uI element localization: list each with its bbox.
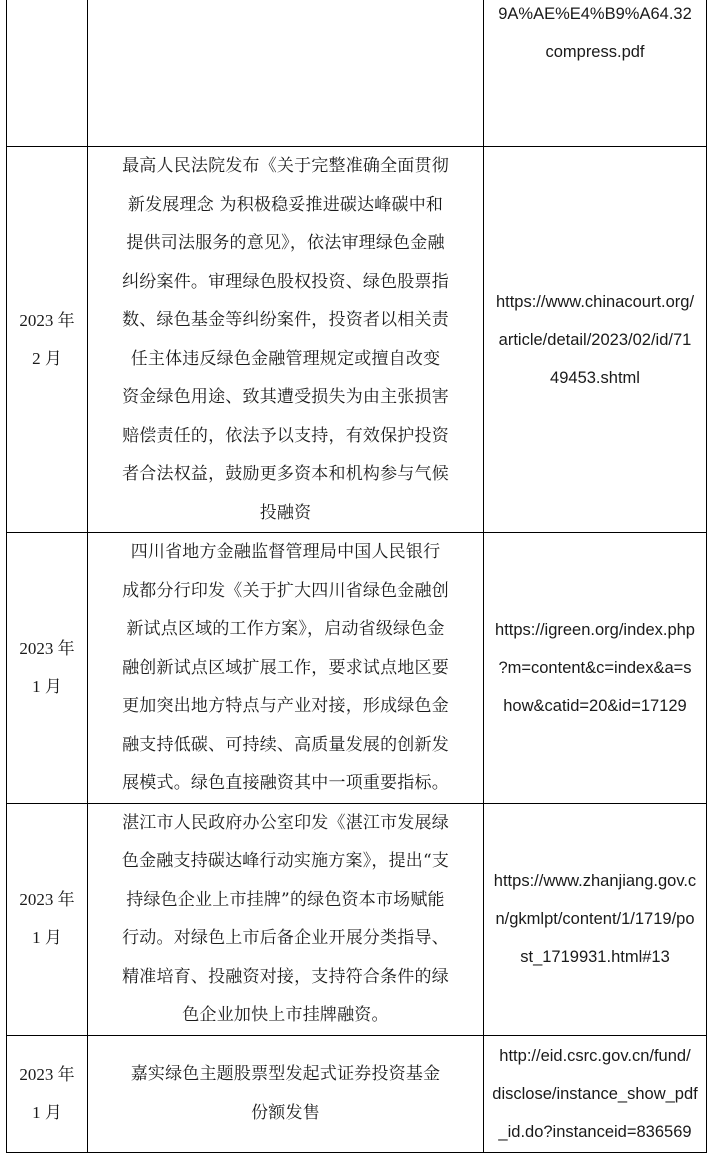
source-url-text: disclose/instance_show_pdf bbox=[492, 1084, 698, 1103]
description-text: 新发展理念 为积极稳妥推进碳达峰碳中和 bbox=[127, 194, 444, 215]
description-text: 资金绿色用途、致其遭受损失为由主张损害 bbox=[122, 387, 449, 407]
description-text: 色金融支持碳达峰行动实施方案》，提出“支 bbox=[121, 851, 450, 871]
description-text: 更加突出地方特点与产业对接，形成绿色金 bbox=[122, 696, 449, 716]
date-text: 2 月 bbox=[32, 348, 62, 368]
description-text: 任主体违反绿色金融管理规定或擅自改变 bbox=[130, 348, 441, 369]
policy-table bbox=[6, 0, 707, 1153]
source-url-text: compress.pdf bbox=[545, 43, 645, 61]
description-text: 融创新试点区域扩展工作，要求试点地区要 bbox=[122, 657, 449, 678]
description-cell bbox=[88, 1035, 484, 1152]
table-row bbox=[7, 0, 707, 147]
description-text: 投融资 bbox=[259, 502, 312, 523]
date-cell bbox=[7, 803, 88, 1035]
description-text: 融支持低碳、可持续、高质量发展的创新发 bbox=[122, 734, 449, 755]
source-url-cell bbox=[484, 1035, 707, 1152]
source-url-text: _id.do?instanceid=836569 bbox=[498, 1122, 692, 1141]
source-url-text: https://www.chinacourt.org/ bbox=[495, 292, 695, 311]
description-text: 持绿色企业上市挂牌”的绿色资本市场赋能 bbox=[126, 889, 445, 910]
source-url-text: https://igreen.org/index.php bbox=[495, 620, 695, 639]
description-cell bbox=[88, 0, 484, 147]
source-url-text: 49453.shtml bbox=[550, 368, 640, 387]
date-text: 1 月 bbox=[32, 676, 62, 696]
source-url-text: how&catid=20&id=17129 bbox=[503, 696, 687, 715]
date-text: 1 月 bbox=[32, 1102, 62, 1122]
description-text: 份额发售 bbox=[251, 1102, 320, 1123]
description-text: 湛江市人民政府办公室印发《湛江市发展绿 bbox=[122, 812, 449, 833]
source-url-text: 9A%AE%E4%B9%A64.32 bbox=[498, 5, 692, 23]
description-text: 新试点区域的工作方案》，启动省级绿色金 bbox=[126, 619, 445, 639]
description-cell bbox=[88, 803, 484, 1035]
date-text: 2023 年 bbox=[19, 638, 75, 658]
description-text: 行动。对绿色上市后备企业开展分类指导、 bbox=[122, 928, 449, 948]
description-text: 最高人民法院发布《关于完整准确全面贯彻 bbox=[122, 156, 449, 176]
source-url-cell bbox=[484, 803, 707, 1035]
source-url-text: n/gkmlpt/content/1/1719/po bbox=[495, 910, 695, 928]
date-text: 2023 年 bbox=[19, 890, 75, 909]
table-row bbox=[7, 803, 707, 1035]
description-text: 四川省地方金融监督管理局中国人民银行 bbox=[130, 542, 441, 562]
description-text: 者合法权益，鼓励更多资本和机构参与气候 bbox=[122, 464, 449, 484]
date-text: 2023 年 bbox=[19, 310, 75, 330]
description-cell bbox=[88, 533, 484, 804]
description-text: 色企业加快上市挂牌融资。 bbox=[182, 1005, 389, 1025]
description-cell bbox=[88, 147, 484, 533]
source-url-text: http://eid.csrc.gov.cn/fund/ bbox=[499, 1046, 691, 1065]
source-url-text: st_1719931.html#13 bbox=[520, 948, 670, 966]
table-row bbox=[7, 147, 707, 533]
description-text: 数、绿色基金等纠纷案件，投资者以相关责 bbox=[122, 310, 449, 330]
table-row bbox=[7, 533, 707, 804]
date-cell bbox=[7, 1035, 88, 1152]
source-url-text: article/detail/2023/02/id/71 bbox=[498, 330, 692, 349]
description-text: 纠纷案件。审理绿色股权投资、绿色股票指 bbox=[122, 271, 449, 292]
source-url-cell bbox=[484, 0, 707, 147]
description-text: 成都分行印发《关于扩大四川省绿色金融创 bbox=[122, 580, 449, 601]
policy-table-body bbox=[7, 0, 707, 1152]
description-text: 展模式。绿色直接融资其中一项重要指标。 bbox=[122, 773, 449, 793]
source-url-cell bbox=[484, 147, 707, 533]
date-cell bbox=[7, 533, 88, 804]
description-text: 嘉实绿色主题股票型发起式证券投资基金 bbox=[130, 1064, 441, 1084]
source-url-text: ?m=content&c=index&a=s bbox=[498, 658, 692, 677]
description-text: 提供司法服务的意见》，依法审理绿色金融 bbox=[126, 233, 445, 253]
source-url-text: https://www.zhanjiang.gov.c bbox=[493, 872, 697, 890]
table-row bbox=[7, 1035, 707, 1152]
source-url-cell bbox=[484, 533, 707, 804]
date-text: 1 月 bbox=[32, 928, 62, 947]
date-text: 2023 年 bbox=[19, 1064, 75, 1084]
date-cell bbox=[7, 147, 88, 533]
description-text: 赔偿责任的，依法予以支持，有效保护投资 bbox=[122, 425, 449, 446]
date-cell bbox=[7, 0, 88, 147]
description-text: 精准培育、投融资对接，支持符合条件的绿 bbox=[122, 966, 449, 987]
